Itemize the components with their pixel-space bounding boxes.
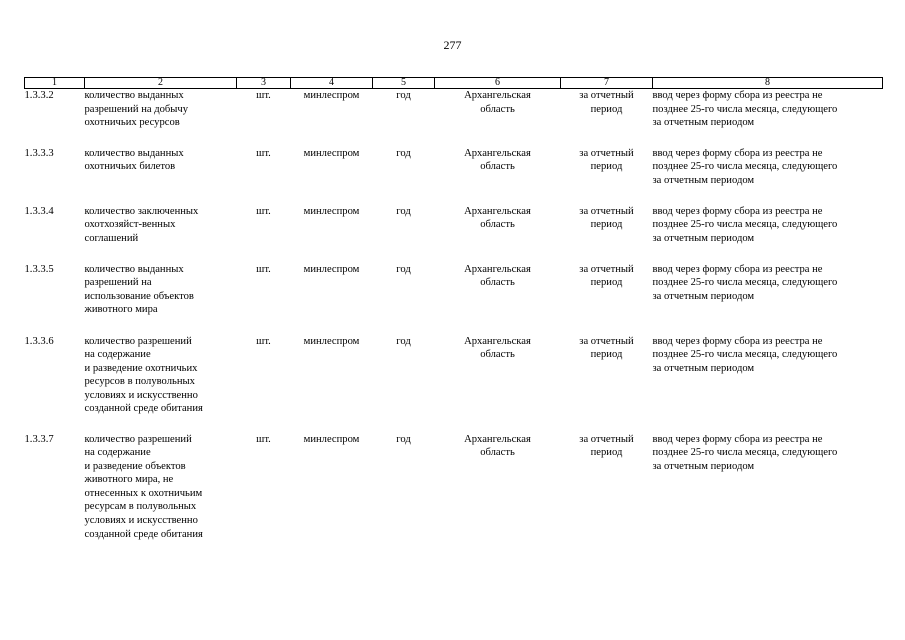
indicator-region: Архангельская область bbox=[464, 433, 531, 459]
indicator-method: ввод через форму сбора из реестра не позднее 25-го числа месяца, следующего за отчетным периодом bbox=[652, 147, 838, 186]
indicator-time: за отчетный период bbox=[579, 90, 634, 115]
indicator-unit: шт. bbox=[256, 335, 271, 347]
page-number: 277 bbox=[443, 38, 462, 52]
indicator-source: минлеспром bbox=[303, 205, 360, 217]
indicator-name: количество разрешений на содержание и разведение объектов животного мира, не отнесенных к охотничьим ресурсам в полувольных условиях и искусственно созданной среде обитания bbox=[84, 433, 203, 540]
indicator-method: ввод через форму сбора из реестра не позднее 25-го числа месяца, следующего за отчетным периодом bbox=[652, 335, 838, 374]
indicator-unit: шт. bbox=[256, 263, 271, 275]
indicator-method: ввод через форму сбора из реестра не позднее 25-го числа месяца, следующего за отчетным периодом bbox=[652, 90, 838, 129]
indicator-periodicity: год bbox=[396, 263, 411, 275]
indicator-code: 1.3.3.2 bbox=[24, 90, 54, 101]
table-row bbox=[25, 263, 883, 335]
indicator-periodicity: год bbox=[396, 90, 411, 101]
indicator-unit: шт. bbox=[256, 147, 271, 159]
indicator-region: Архангельская область bbox=[464, 335, 531, 361]
column-header-6: 6 bbox=[435, 78, 561, 89]
indicator-method: ввод через форму сбора из реестра не позднее 25-го числа месяца, следующего за отчетным периодом bbox=[652, 263, 838, 302]
indicator-name: количество выданных разрешений на использование объектов животного мира bbox=[84, 263, 194, 316]
indicator-time: за отчетный период bbox=[579, 335, 634, 361]
indicator-unit: шт. bbox=[256, 433, 271, 445]
indicator-region: Архангельская область bbox=[464, 263, 531, 289]
indicator-code: 1.3.3.3 bbox=[24, 147, 54, 159]
column-header-7: 7 bbox=[561, 78, 653, 89]
indicator-name: количество заключенных охотхозяйст-венных соглашений bbox=[84, 205, 199, 244]
indicators-table bbox=[24, 77, 883, 543]
indicator-periodicity: год bbox=[396, 147, 411, 159]
indicator-region: Архангельская область bbox=[464, 205, 531, 231]
indicator-periodicity: год bbox=[396, 205, 411, 217]
table-row bbox=[25, 335, 883, 433]
indicator-source: минлеспром bbox=[303, 335, 360, 347]
indicator-code: 1.3.3.6 bbox=[24, 335, 54, 347]
indicator-source: минлеспром bbox=[303, 147, 360, 159]
indicator-name: количество выданных охотничьих билетов bbox=[84, 147, 184, 173]
indicator-source: минлеспром bbox=[303, 433, 360, 445]
table-row bbox=[25, 147, 883, 205]
indicator-unit: шт. bbox=[256, 90, 271, 101]
indicator-region: Архангельская область bbox=[464, 90, 531, 115]
table-row bbox=[25, 89, 883, 147]
indicator-source: минлеспром bbox=[303, 90, 360, 101]
column-header-8: 8 bbox=[653, 78, 883, 89]
column-header-4: 4 bbox=[291, 78, 373, 89]
indicator-time: за отчетный период bbox=[579, 205, 634, 231]
indicator-unit: шт. bbox=[256, 205, 271, 217]
indicator-source: минлеспром bbox=[303, 263, 360, 275]
indicator-method: ввод через форму сбора из реестра не позднее 25-го числа месяца, следующего за отчетным периодом bbox=[652, 433, 838, 472]
indicator-time: за отчетный период bbox=[579, 433, 634, 459]
indicator-code: 1.3.3.4 bbox=[24, 205, 54, 217]
indicator-periodicity: год bbox=[396, 335, 411, 347]
indicator-code: 1.3.3.5 bbox=[24, 263, 54, 275]
indicator-time: за отчетный период bbox=[579, 147, 634, 173]
column-header-2: 2 bbox=[85, 78, 237, 89]
column-header-5: 5 bbox=[373, 78, 435, 89]
indicator-name: количество выданных разрешений на добычу охотничьих ресурсов bbox=[84, 90, 189, 129]
column-number-row bbox=[25, 78, 883, 89]
table-row bbox=[25, 205, 883, 263]
column-header-3: 3 bbox=[237, 78, 291, 89]
indicator-region: Архангельская область bbox=[464, 147, 531, 173]
column-header-1: 1 bbox=[25, 78, 85, 89]
indicator-periodicity: год bbox=[396, 433, 411, 445]
table-row bbox=[25, 433, 883, 543]
indicator-time: за отчетный период bbox=[579, 263, 634, 289]
indicator-method: ввод через форму сбора из реестра не позднее 25-го числа месяца, следующего за отчетным периодом bbox=[652, 205, 838, 244]
indicator-name: количество разрешений на содержание и разведение охотничьих ресурсов в полувольных условиях и искусственно созданной среде обитания bbox=[84, 335, 203, 415]
indicator-code: 1.3.3.7 bbox=[24, 433, 54, 445]
